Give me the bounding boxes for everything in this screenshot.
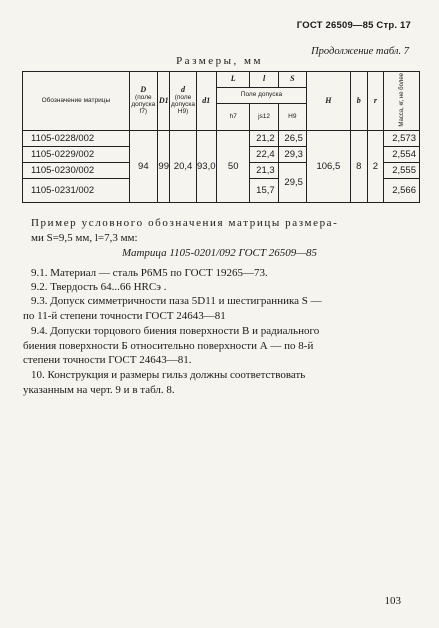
col-l: l — [250, 72, 278, 88]
col-d: d (поле допуска H9) — [170, 72, 196, 131]
cell-mass: 2,573 — [384, 131, 420, 147]
cell-l: 21,3 — [250, 163, 278, 179]
cell-mass: 2,555 — [384, 163, 420, 179]
clause-9-2: 9.2. Твердость 64...66 HRCэ . — [31, 281, 167, 293]
cell-l: 21,2 — [250, 131, 278, 147]
cell-d: 20,4 — [170, 131, 196, 203]
cell-l: 22,4 — [250, 147, 278, 163]
col-D: D (поле допуска f7) — [129, 72, 157, 131]
page-header: ГОСТ 26509—85 Стр. 17 — [296, 20, 411, 31]
clause-9-4: 9.4. Допуски торцового биения поверхности В и радиального биения поверхности Б относительно поверхности А — по 8-й степени точности ГОСТ 24643—81. — [23, 325, 320, 366]
row-designation: 1105-0229/002 — [23, 147, 130, 163]
cell-S: 29,5 — [278, 163, 306, 203]
dimensions-table — [22, 71, 420, 203]
col-H9: H9 — [278, 104, 306, 131]
col-r: r — [367, 72, 384, 131]
col-L: L — [216, 72, 249, 88]
cell-S: 26,5 — [278, 131, 306, 147]
col-mass: Масса, кг, не более — [384, 72, 420, 131]
tolerance-header: Поле допуска — [216, 88, 306, 104]
cell-D: 94 — [129, 131, 157, 203]
col-b: b — [350, 72, 367, 131]
cell-r: 2 — [367, 131, 384, 203]
row-designation: 1105-0230/002 — [23, 163, 130, 179]
row-designation: 1105-0228/002 — [23, 131, 130, 147]
table-continuation-label: Продолжение табл. 7 — [311, 46, 409, 57]
page-number: 103 — [384, 595, 401, 607]
cell-mass: 2,554 — [384, 147, 420, 163]
clause-9-1: 9.1. Материал — сталь Р6М5 по ГОСТ 19265—73. — [31, 267, 268, 279]
row-designation: 1105-0231/002 — [23, 179, 130, 203]
sizes-title: Размеры, мм — [176, 55, 263, 67]
col-D1: D1 — [157, 72, 170, 131]
cell-b: 8 — [350, 131, 367, 203]
example-paragraph: Пример условного обозначения матрицы размера- ми S=9,5 мм, l=7,3 мм: — [31, 217, 339, 244]
col-h7: h7 — [216, 104, 249, 131]
col-H: H — [306, 72, 350, 131]
cell-d1: 93,0 — [196, 131, 216, 203]
cell-L: 50 — [216, 131, 249, 203]
example-designation: Матрица 1105-0201/092 ГОСТ 26509—85 — [121, 247, 318, 259]
col-S: S — [278, 72, 306, 88]
cell-H: 106,5 — [306, 131, 350, 203]
col-js12: js12 — [250, 104, 278, 131]
clause-10: 10. Конструкция и размеры гильз должны соответствовать указанным на черт. 9 и в табл. 8. — [23, 369, 306, 396]
col-d1: d1 — [196, 72, 216, 131]
clause-9-3: 9.3. Допуск симметричности паза 5D11 и шестигранника S — по 11-й степени точности ГОСТ 24643—81 — [23, 295, 322, 322]
col-designation: Обозначение матрицы — [23, 72, 130, 131]
cell-S: 29,3 — [278, 147, 306, 163]
cell-D1: 99 — [157, 131, 170, 203]
cell-mass: 2,566 — [384, 179, 420, 203]
cell-l: 15,7 — [250, 179, 278, 203]
